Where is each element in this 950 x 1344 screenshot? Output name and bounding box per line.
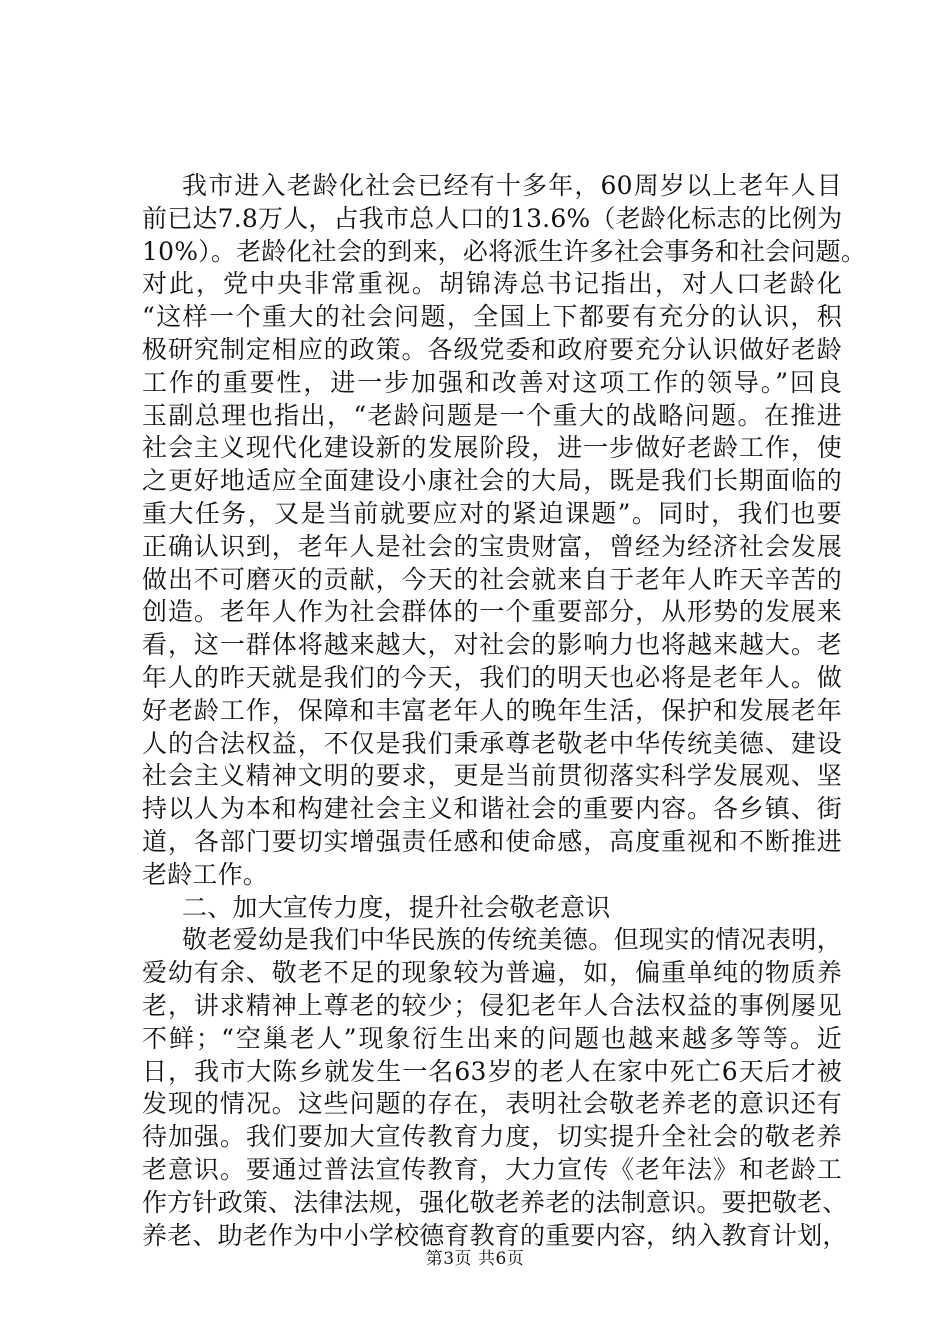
text-line: 发现的情况。这些问题的存在，表明社会敬老养老的意识还有	[142, 1089, 842, 1119]
text-line: 极研究制定相应的政策。各级党委和政府要充分认识做好老龄	[142, 334, 842, 364]
text-line: 正确认识到，老年人是社会的宝贵财富，曾经为经济社会发展	[142, 531, 842, 561]
text-line: 敬老爱幼是我们中华民族的传统美德。但现实的情况表明，	[182, 925, 842, 955]
text-line: 爱幼有余、敬老不足的现象较为普遍，如，偏重单纯的物质养	[142, 958, 842, 988]
text-line: 创造。老年人作为社会群体的一个重要部分，从形势的发展来	[142, 597, 842, 627]
section-heading	[142, 892, 842, 925]
text-line: 人的合法权益，不仅是我们秉承尊老敬老中华传统美德、建设	[142, 728, 842, 758]
page-footer	[0, 1244, 950, 1269]
text-line: “这样一个重大的社会问题，全国上下都要有充分的认识，积	[142, 302, 842, 332]
text-line: 玉副总理也指出，“老龄问题是一个重大的战略问题。在推进	[142, 400, 842, 430]
text-line: 我市进入老龄化社会已经有十多年，60周岁以上老年人目	[182, 171, 842, 200]
text-line: 作方针政策、法律法规，强化敬老养老的法制意识。要把敬老、	[142, 1187, 848, 1217]
text-line: 养老、助老作为中小学校德育教育的重要内容，纳入教育计划，	[142, 1220, 848, 1250]
paragraph	[142, 924, 848, 1252]
text-line: 之更好地适应全面建设小康社会的大局，既是我们长期面临的	[142, 466, 842, 496]
page-number: 第3页 共6页	[425, 1249, 525, 1269]
text-line: 10%）。老龄化社会的到来，必将派生许多社会事务和社会问题。	[142, 236, 867, 266]
text-line: 前已达7.8万人，占我市总人口的13.6%（老龄化标志的比例为	[142, 203, 843, 233]
document-body	[142, 170, 867, 1252]
text-line: 好老龄工作，保障和丰富老年人的晚年生活，保护和发展老年	[142, 695, 842, 725]
paragraph	[142, 170, 867, 892]
text-line: 社会主义现代化建设新的发展阶段，进一步做好老龄工作，使	[142, 433, 842, 463]
text-line: 二、加大宣传力度，提升社会敬老意识	[182, 892, 611, 922]
text-line: 老龄工作。	[142, 859, 269, 889]
text-line: 社会主义精神文明的要求，更是当前贯彻落实科学发展观、坚	[142, 761, 842, 791]
text-line: 老意识。要通过普法宣传教育，大力宣传《老年法》和老龄工	[142, 1154, 842, 1184]
text-line: 做出不可磨灭的贡献，今天的社会就来自于老年人昨天辛苦的	[142, 564, 842, 594]
text-line: 持以人为本和构建社会主义和谐社会的重要内容。各乡镇、街	[142, 794, 842, 824]
text-line: 工作的重要性，进一步加强和改善对这项工作的领导。”回良	[142, 367, 842, 397]
text-line: 看，这一群体将越来越大，对社会的影响力也将越来越大。老	[142, 630, 842, 660]
text-line: 对此，党中央非常重视。胡锦涛总书记指出，对人口老龄化	[142, 269, 842, 299]
text-line: 重大任务，又是当前就要应对的紧迫课题”。同时，我们也要	[142, 498, 842, 528]
text-line: 老，讲求精神上尊老的较少；侵犯老年人合法权益的事例屡见	[142, 990, 842, 1020]
text-line: 日，我市大陈乡就发生一名63岁的老人在家中死亡6天后才被	[142, 1056, 842, 1086]
text-line: 不鲜；“空巢老人”现象衍生出来的问题也越来越多等等。近	[142, 1023, 842, 1053]
text-line: 待加强。我们要加大宣传教育力度，切实提升全社会的敬老养	[142, 1122, 842, 1152]
text-line: 道，各部门要切实增强责任感和使命感，高度重视和不断推进	[142, 826, 842, 856]
text-line: 年人的昨天就是我们的今天，我们的明天也必将是老年人。做	[142, 662, 842, 692]
